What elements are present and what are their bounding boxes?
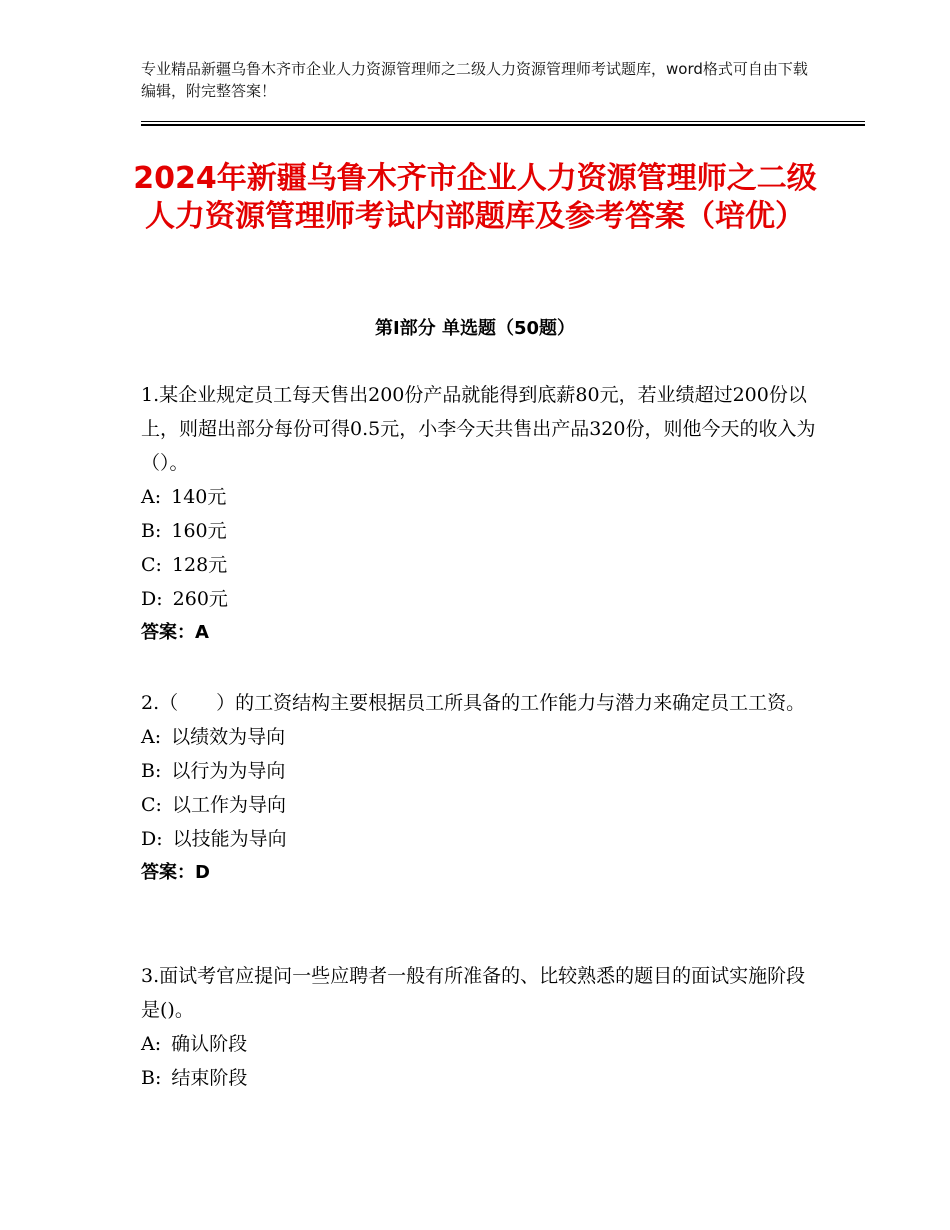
header-rule-thick (141, 124, 865, 126)
option-label: A: (141, 726, 162, 748)
option-d (141, 822, 821, 856)
option-d (141, 582, 821, 616)
option-text: 128元 (171, 554, 228, 576)
header-note: 专业精品新疆乌鲁木齐市企业人力资源管理师之二级人力资源管理师考试题库，word格式可自由下载编辑，附完整答案！ (141, 60, 808, 100)
option-a (141, 1027, 821, 1061)
option-text: 160元 (171, 520, 227, 542)
question-text: 3.面试考官应提问一些应聘者一般有所准备的、比较熟悉的题目的面试实施阶段是()。 (141, 965, 806, 1021)
option-text: 260元 (172, 588, 228, 610)
option-label: B: (141, 520, 162, 542)
question-text: 1.某企业规定员工每天售出200份产品就能得到底薪80元，若业绩超过200份以上，则超出部分每份可得0.5元，小李今天共售出产品320份，则他今天的收入为（）。 (141, 384, 816, 474)
option-label: B: (141, 1067, 162, 1089)
option-a (141, 480, 821, 514)
option-b (141, 514, 821, 548)
option-label: B: (141, 760, 162, 782)
question-3 (141, 959, 821, 1095)
option-c (141, 548, 821, 582)
header-rule-thin (141, 121, 865, 122)
option-label: C: (141, 794, 162, 816)
option-b (141, 754, 821, 788)
option-a (141, 720, 821, 754)
option-text: 确认阶段 (171, 1033, 248, 1055)
option-text: 结束阶段 (171, 1067, 248, 1089)
question-text: 2.（ ）的工资结构主要根据员工所具备的工作能力与潜力来确定员工工资。 (141, 692, 806, 714)
document-title: 2024年新疆乌鲁木齐市企业人力资源管理师之二级人力资源管理师考试内部题库及参考答案（培优） (133, 161, 817, 234)
option-c (141, 788, 821, 822)
option-label: D: (141, 588, 163, 610)
option-text: 以工作为导向 (171, 794, 286, 816)
option-b (141, 1061, 821, 1095)
option-label: A: (141, 1033, 162, 1055)
answer: 答案：D (141, 862, 210, 883)
option-label: A: (141, 486, 162, 508)
option-text: 以绩效为导向 (171, 726, 286, 748)
question-2 (141, 686, 821, 890)
option-text: 以技能为导向 (172, 828, 287, 850)
answer: 答案：A (141, 622, 209, 643)
option-label: C: (141, 554, 162, 576)
section-title: 第Ⅰ部分 单选题（50题） (374, 318, 575, 339)
option-text: 140元 (171, 486, 227, 508)
question-1 (141, 378, 821, 650)
option-text: 以行为为导向 (171, 760, 286, 782)
option-label: D: (141, 828, 163, 850)
